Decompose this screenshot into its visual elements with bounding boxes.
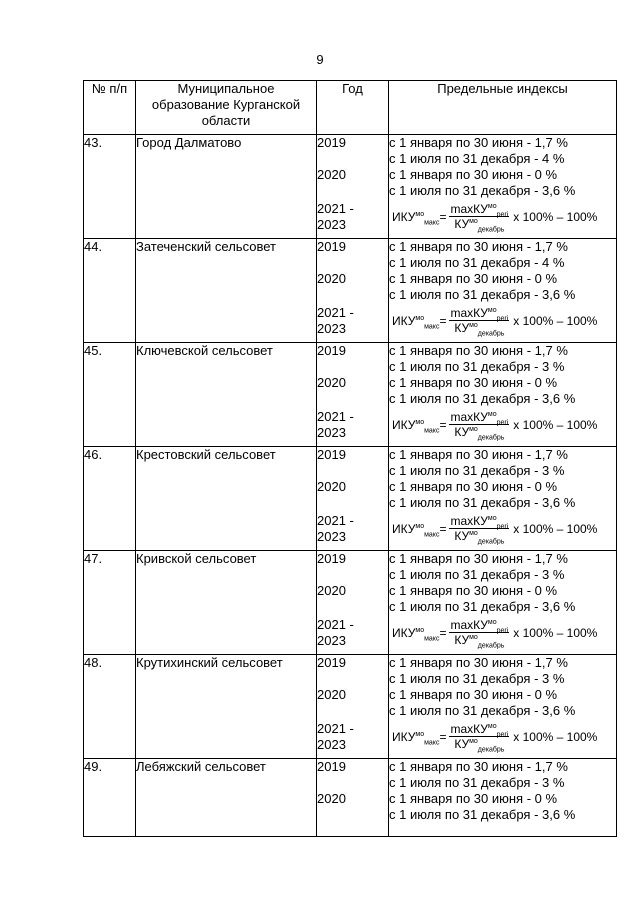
year-range-start: 2021 -: [317, 513, 354, 528]
header-year: Год: [317, 81, 389, 135]
row-number: 43.: [84, 135, 136, 239]
index-line: с 1 января по 30 июня - 1,7 %: [389, 759, 568, 774]
year-1: 2019: [317, 239, 346, 254]
year-range-start: 2021 -: [317, 409, 354, 424]
index-line: с 1 июля по 31 декабря - 3,6 %: [389, 287, 576, 302]
index-formula: $ИКУ^{мо}_{макс}$ = $\frac{\max КУ^{мо}_{peri}}{КУ^{мо}_{декабрь}}$ x 100% – 100%: [392, 306, 598, 338]
table-row: [84, 447, 617, 551]
index-line: с 1 июля по 31 декабря - 3 %: [389, 359, 565, 374]
year-1: 2019: [317, 759, 346, 774]
indices-cell: [389, 655, 617, 759]
index-line: с 1 июля по 31 декабря - 4 %: [389, 255, 565, 270]
year-2: 2020: [317, 167, 346, 182]
index-line: с 1 января по 30 июня - 0 %: [389, 479, 558, 494]
index-line: с 1 января по 30 июня - 1,7 %: [389, 343, 568, 358]
year-range-end: 2023: [317, 737, 346, 752]
indices-cell: [389, 447, 617, 551]
index-line: с 1 января по 30 июня - 1,7 %: [389, 135, 568, 150]
year-range-start: 2021 -: [317, 721, 354, 736]
indices-table: [83, 80, 617, 837]
index-line: с 1 июля по 31 декабря - 3,6 %: [389, 495, 576, 510]
year-cell: [317, 239, 389, 343]
row-number: 47.: [84, 551, 136, 655]
row-number: 48.: [84, 655, 136, 759]
row-number: 45.: [84, 343, 136, 447]
year-2: 2020: [317, 375, 346, 390]
year-1: 2019: [317, 343, 346, 358]
year-2: 2020: [317, 271, 346, 286]
index-formula: $ИКУ^{мо}_{макс}$ = $\frac{\max КУ^{мо}_{peri}}{КУ^{мо}_{декабрь}}$ x 100% – 100%: [392, 410, 598, 442]
municipality-name: Затеченский сельсовет: [136, 239, 317, 343]
year-range-end: 2023: [317, 321, 346, 336]
year-2: 2020: [317, 479, 346, 494]
index-line: с 1 июля по 31 декабря - 3,6 %: [389, 183, 576, 198]
year-cell: [317, 655, 389, 759]
indices-cell: [389, 135, 617, 239]
row-number: 49.: [84, 759, 136, 837]
index-line: с 1 января по 30 июня - 0 %: [389, 687, 558, 702]
index-line: с 1 июля по 31 декабря - 3 %: [389, 671, 565, 686]
index-line: с 1 января по 30 июня - 1,7 %: [389, 655, 568, 670]
index-line: с 1 июля по 31 декабря - 4 %: [389, 151, 565, 166]
municipality-name: Город Далматово: [136, 135, 317, 239]
year-2: 2020: [317, 791, 346, 806]
page-number: 9: [316, 52, 324, 67]
year-1: 2019: [317, 655, 346, 670]
row-number: 46.: [84, 447, 136, 551]
year-1: 2019: [317, 135, 346, 150]
index-line: с 1 января по 30 июня - 1,7 %: [389, 447, 568, 462]
year-cell: [317, 759, 389, 837]
index-line: с 1 июля по 31 декабря - 3 %: [389, 463, 565, 478]
municipality-name: Крестовский сельсовет: [136, 447, 317, 551]
table-row: [84, 759, 617, 837]
index-formula: $ИКУ^{мо}_{макс}$ = $\frac{\max КУ^{мо}_{peri}}{КУ^{мо}_{декабрь}}$ x 100% – 100%: [392, 722, 598, 754]
table-row: [84, 135, 617, 239]
year-range-end: 2023: [317, 217, 346, 232]
index-line: с 1 июля по 31 декабря - 3,6 %: [389, 391, 576, 406]
year-range-end: 2023: [317, 633, 346, 648]
index-formula: $ИКУ^{мо}_{макс}$ = $\frac{\max КУ^{мо}_{peri}}{КУ^{мо}_{декабрь}}$ x 100% – 100%: [392, 202, 598, 234]
indices-cell: [389, 759, 617, 837]
municipality-name: Крутихинский сельсовет: [136, 655, 317, 759]
year-cell: [317, 343, 389, 447]
index-line: с 1 января по 30 июня - 1,7 %: [389, 551, 568, 566]
year-cell: [317, 447, 389, 551]
municipality-name: Лебяжский сельсовет: [136, 759, 317, 837]
year-cell: [317, 551, 389, 655]
indices-cell: [389, 551, 617, 655]
index-formula: $ИКУ^{мо}_{макс}$ = $\frac{\max КУ^{мо}_{peri}}{КУ^{мо}_{декабрь}}$ x 100% – 100%: [392, 618, 598, 650]
index-line: с 1 июля по 31 декабря - 3,6 %: [389, 599, 576, 614]
municipality-name: Ключевской сельсовет: [136, 343, 317, 447]
index-line: с 1 января по 30 июня - 0 %: [389, 583, 558, 598]
year-1: 2019: [317, 551, 346, 566]
year-range-end: 2023: [317, 529, 346, 544]
year-2: 2020: [317, 687, 346, 702]
index-line: с 1 января по 30 июня - 0 %: [389, 791, 558, 806]
header-municipality: Муниципальное образование Курганской области: [136, 81, 317, 135]
table-header-row: [84, 81, 617, 135]
table-row: [84, 239, 617, 343]
index-line: с 1 июля по 31 декабря - 3 %: [389, 775, 565, 790]
municipality-name: Кривской сельсовет: [136, 551, 317, 655]
indices-cell: [389, 239, 617, 343]
year-1: 2019: [317, 447, 346, 462]
year-range-start: 2021 -: [317, 201, 354, 216]
index-line: с 1 июля по 31 декабря - 3,6 %: [389, 703, 576, 718]
table-row: [84, 655, 617, 759]
header-num: № п/п: [84, 81, 136, 135]
table-row: [84, 343, 617, 447]
year-2: 2020: [317, 583, 346, 598]
index-line: с 1 января по 30 июня - 1,7 %: [389, 239, 568, 254]
index-line: с 1 января по 30 июня - 0 %: [389, 271, 558, 286]
header-indices: Предельные индексы: [389, 81, 617, 135]
year-cell: [317, 135, 389, 239]
year-range-end: 2023: [317, 425, 346, 440]
index-line: с 1 июля по 31 декабря - 3,6 %: [389, 807, 576, 822]
row-number: 44.: [84, 239, 136, 343]
index-line: с 1 января по 30 июня - 0 %: [389, 167, 558, 182]
index-formula: $ИКУ^{мо}_{макс}$ = $\frac{\max КУ^{мо}_{peri}}{КУ^{мо}_{декабрь}}$ x 100% – 100%: [392, 514, 598, 546]
index-line: с 1 января по 30 июня - 0 %: [389, 375, 558, 390]
year-range-start: 2021 -: [317, 617, 354, 632]
indices-cell: [389, 343, 617, 447]
index-line: с 1 июля по 31 декабря - 3 %: [389, 567, 565, 582]
year-range-start: 2021 -: [317, 305, 354, 320]
table-row: [84, 551, 617, 655]
